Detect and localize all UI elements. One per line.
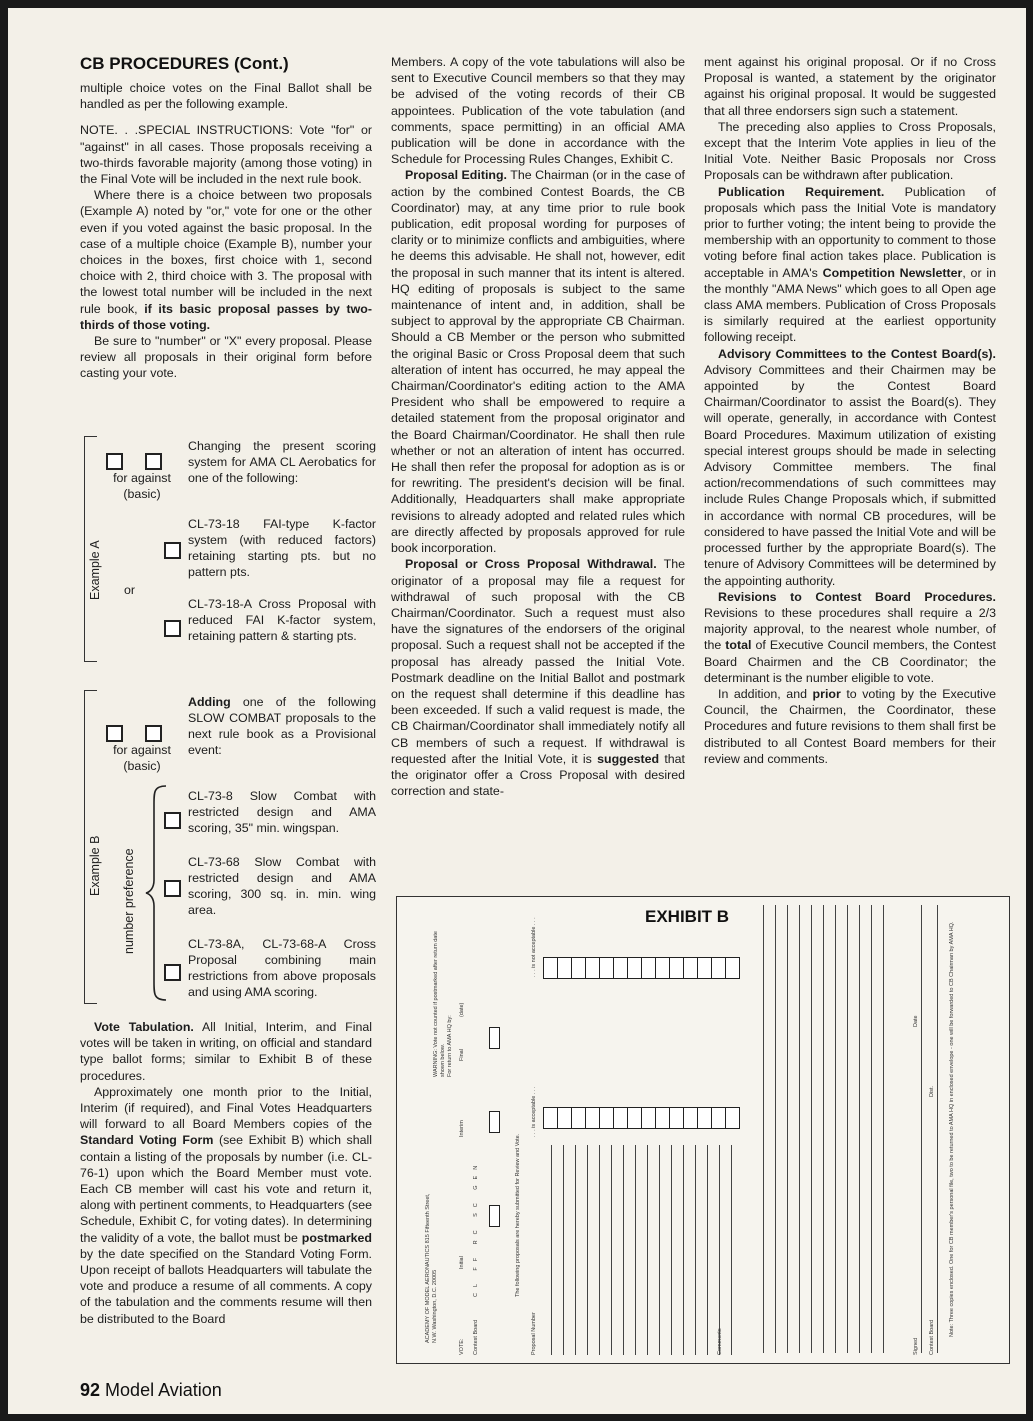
proposal-box[interactable] xyxy=(557,1107,572,1129)
proposal-box[interactable] xyxy=(725,1107,740,1129)
column-1-bottom xyxy=(80,1019,372,1327)
magazine-name: Model Aviation xyxy=(105,1380,222,1400)
proposal-editing-paragraph: Proposal Editing. The Chairman (or in the case of action by the combined Contest Boards, the CB Coordinator) may, at any time prior to rule book publication, edit proposal wording for purposes of clarity or to minimize conflicts and ambiguities, where he deems this advisable. He shall not, however, edit the proposal in such manner that its intent is altered. HQ editing of proposals is subject to the same maintenance of intent and, in addition, shall be subject to approval by the appropriate CB Chairman. Should a CB Member or the person who submitted the original Basic or Cross Proposal deem that such alteration of intent has occurred, he may appeal the Chairman/Coordinator's editing action to the AMA President who shall be empowered to require a detailed statement from the proposal originator and the Board Chairman/Coordinator. He shall then rule whether or not an alteration of intent has occurred. He shall then refer the proposal for adoption as is or for rewriting. The president's decision will be final. Additionally, Headquarters shall make appropriate revisions to already adopted and related rules which are directly affected by proposals approved for rule book incorporation. xyxy=(391,168,685,556)
ama-address: ACADEMY OF MODEL AERONAUTICS 815 Fifteenth Street, N.W. Washington, D.C. 20005 xyxy=(425,1193,438,1343)
example-b-intro: Adding one of the following SLOW COMBAT proposals to the next rule book as a Provisional event: xyxy=(188,695,376,757)
for-checkbox[interactable] xyxy=(106,453,123,470)
col1-note: NOTE. . .SPECIAL INSTRUCTIONS: Vote "for" or "against" in all cases. Those proposals receiving a two-thirds favorable majority (among those voting) in the Final Vote will be included in the next rule book. xyxy=(80,123,372,187)
proposal-box[interactable] xyxy=(627,957,642,979)
vote-tabulation-paragraph: Vote Tabulation. All Initial, Interim, and Final votes will be taken in writing, on official and standard type ballot forms; similar to Exhibit B of these procedures. xyxy=(80,1020,372,1083)
proposal-box[interactable] xyxy=(585,957,600,979)
revisions-paragraph: Revisions to Contest Board Procedures. Revisions to these procedures shall require a 2/3 majority approval, to the nearest whole number, of the total of Executive Council members, the Contest Board Chairmen and the CB Coordinator; the determinant is the number eligible to vote. xyxy=(704,589,996,685)
not-acceptable-label: . . . is not acceptable . . . xyxy=(531,917,537,977)
proposal-box[interactable] xyxy=(543,1107,558,1129)
proposal-box[interactable] xyxy=(655,1107,670,1129)
proposal-box[interactable] xyxy=(725,957,740,979)
section-heading: CB PROCEDURES (Cont.) xyxy=(80,54,289,73)
for-against-label: for against (basic) xyxy=(113,743,171,773)
advisory-committees-paragraph: Advisory Committees to the Contest Board(s). Advisory Committees and their Chairmen may be appointed by the Contest Board Chairman/Coordinator to assist the Board(s). They will operate, generally, in accordance with Contest Board Procedures. Maximum utilization of existing special interest groups should be made in selecting Advisory Committee members. The final action/recommendations of such committees may include Rules Change Proposals which, if submitted in accordance with normal CB procedures, will be considered to have passed the Initial Vote and will be processed further by the appropriate Board(s). The tenure of Advisory Committees will be determined by the appointing authority. xyxy=(704,346,996,588)
acceptable-boxes xyxy=(543,1107,739,1129)
acceptable-label: . . . is acceptable . . . xyxy=(531,1086,537,1137)
example-a-label: Example A xyxy=(88,540,102,600)
col1-paragraph-1: multiple choice votes on the Final Ballot shall be handled as per the following example. xyxy=(80,81,372,112)
dist-label: Dist. xyxy=(929,1086,935,1097)
column-2 xyxy=(391,54,685,799)
proposal-box[interactable] xyxy=(697,1107,712,1129)
magazine-page xyxy=(8,8,1026,1414)
col3-last-paragraph: In addition, and prior to voting by the Executive Council, the Chairmen, the Coordinator, these Procedures and future revisions to them shall first be distributed to all Contest Board members for their review and comments. xyxy=(704,686,997,766)
vote-label: VOTE: xyxy=(459,1338,465,1355)
date-label: (date) xyxy=(459,1002,465,1017)
category-labels: CL FF RC SC GEN xyxy=(473,1159,479,1297)
page-footer xyxy=(80,1380,222,1401)
proposal-box[interactable] xyxy=(697,957,712,979)
for-checkbox[interactable] xyxy=(106,725,123,742)
proposal-box[interactable] xyxy=(711,1107,726,1129)
column-3 xyxy=(704,54,996,767)
interim-checkbox[interactable] xyxy=(489,1111,500,1133)
warning-text: WARNING: Vote not counted if postmarked after return date shown below. xyxy=(433,931,446,1077)
preference-box[interactable] xyxy=(164,812,181,829)
proposal-withdrawal-paragraph: Proposal or Cross Proposal Withdrawal. The originator of a proposal may file a request for withdrawal of such proposal with the CB Chairman/Coordinator. Such a request must also have the signatures of the endorsers of the original proposal. Such a request shall not be accepted if the proposal has already passed the Initial Vote. Postmark deadline on the Initial Ballot and postmark on the request shall determine if this deadline has been exceeded. If such a valid request is made, the CB Chairman/Coordinator shall immediately notify all CB members of such a request. If withdrawal is requested after the Initial Vote, it is suggested that the originator offer a Cross Proposal with desired correction and state- xyxy=(391,557,685,799)
proposal-number-label: Proposal Number xyxy=(531,1312,537,1355)
col1-paragraph-voting-form: Approximately one month prior to the Initial, Interim (if required), and Final Votes Headquarters will forward to all Board Members copies of the Standard Voting Form (see Exhibit B) which shall contain a listing of the proposals by number (i.e. CL-76-1) upon which the Board Member must vote. Each CB member will cast his vote and return it, along with pertinent comments, to Headquarters (see Schedule, Exhibit C, for voting dates). In determining the validity of a vote, the ballot must be postmarked by the date specified on the Standard Voting Form. Upon receipt of ballots Headquarters will tabulate the vote and produce a resume of all comments. A copy of the tabulation and the comments resume will then be distributed to the Board xyxy=(80,1084,373,1326)
example-a-option-2: CL-73-18-A Cross Proposal with reduced FAI K-factor system, retaining pattern & starting pts. xyxy=(188,597,376,643)
proposal-box[interactable] xyxy=(613,957,628,979)
example-a-intro: Changing the present scoring system for AMA CL Aerobatics for one of the following: xyxy=(188,439,376,485)
preference-box[interactable] xyxy=(164,964,181,981)
example-b-option-3: CL-73-8A, CL-73-68-A Cross Proposal combining main restrictions from above proposals and using AMA scoring. xyxy=(188,937,376,999)
page-number: 92 xyxy=(80,1380,101,1400)
column-1-top xyxy=(80,80,372,382)
example-a-option-1: CL-73-18 FAI-type K-factor system (with reduced factors) retaining starting pts. but no pattern pts. xyxy=(188,517,376,579)
example-b-option-1: CL-73-8 Slow Combat with restricted design and AMA scoring, 35" min. wingspan. xyxy=(188,789,376,835)
or-label: or xyxy=(124,583,136,597)
against-checkbox[interactable] xyxy=(145,453,162,470)
proposal-box[interactable] xyxy=(613,1107,628,1129)
not-acceptable-boxes xyxy=(543,957,739,979)
col1-paragraph-4: Be sure to "number" or "X" every proposal. Please review all proposals in their original form before casting your vote. xyxy=(80,334,372,381)
against-checkbox[interactable] xyxy=(145,725,162,742)
for-against-label: for against (basic) xyxy=(113,471,171,501)
proposal-box[interactable] xyxy=(683,957,698,979)
example-b-label: Example B xyxy=(88,835,102,896)
proposal-box[interactable] xyxy=(683,1107,698,1129)
number-preference-label: number preference xyxy=(122,848,136,954)
initial-label: Initial xyxy=(459,1256,465,1269)
option-checkbox[interactable] xyxy=(164,542,181,559)
proposal-box[interactable] xyxy=(571,1107,586,1129)
proposal-box[interactable] xyxy=(557,957,572,979)
signed-label: Signed xyxy=(913,1337,919,1355)
proposal-box[interactable] xyxy=(711,957,726,979)
proposal-box[interactable] xyxy=(571,957,586,979)
option-checkbox[interactable] xyxy=(164,620,181,637)
submitted-text: The following proposals are hereby submitted for Review and Vote. xyxy=(515,1133,521,1297)
col1-paragraph-3: Where there is a choice between two proposals (Example A) noted by "or," vote for one or the other even if you voted against the basic proposal. In the case of a multiple choice (Example B), number your choices in the boxes, first choice with 1, second choice with 2, third choice with 3. The proposal with the lowest total number will be included in the next rule book, if its basic proposal passes by two-thirds of those voting. xyxy=(80,188,372,332)
return-to-label: For return to AMA HQ by: xyxy=(447,1015,453,1077)
final-label: Final xyxy=(459,1049,465,1061)
note-text: Note: Three copies enclosed. One for CB member's personal file, two to be returned to AMA HQ in enclosed envelope - one will be forwarded to CB Chairman by AMA HQ. xyxy=(949,921,955,1337)
example-a-basic-checkboxes xyxy=(106,452,162,470)
proposal-box[interactable] xyxy=(641,1107,656,1129)
example-b-basic-checkboxes xyxy=(106,724,162,742)
col3-paragraph-2: The preceding also applies to Cross Proposals, except that the Interim Vote applies in lieu of the Initial Vote. Neither Basic Proposals nor Cross Proposals can be withdrawn after publication. xyxy=(704,119,996,183)
contest-board-label: Contest Board xyxy=(473,1319,479,1355)
col3-paragraph-1: ment against his original proposal. Or if no Cross Proposal is wanted, a statement by the originator against his original proposal. It would be suggested that all three endorsers sign such a statement. xyxy=(704,55,996,118)
preference-box[interactable] xyxy=(164,880,181,897)
proposal-box[interactable] xyxy=(627,1107,642,1129)
proposal-box[interactable] xyxy=(599,1107,614,1129)
example-b-option-2: CL-73-68 Slow Combat with restricted design and AMA scoring, 300 sq. in. min. wing area. xyxy=(188,855,376,917)
proposal-box[interactable] xyxy=(599,957,614,979)
proposal-box[interactable] xyxy=(543,957,558,979)
proposal-box[interactable] xyxy=(641,957,656,979)
final-checkbox[interactable] xyxy=(489,1027,500,1049)
proposal-box[interactable] xyxy=(585,1107,600,1129)
exhibit-title: EXHIBIT B xyxy=(645,907,730,926)
publication-requirement-paragraph: Publication Requirement. Publication of proposals which pass the Initial Vote is mandatory prior to further voting; the intent being to provide the membership with an opportunity to comment to those voting before final action takes place. Publication is acceptable in AMA's Competition Newsletter, or in the monthly "AMA News" which goes to all Open age class AMA members. Publication of Cross Proposals is similarly required at the earliest opportunity following receipt. xyxy=(704,184,996,345)
date-field-label: Date xyxy=(913,1015,919,1027)
col2-paragraph-1: Members. A copy of the vote tabulations will also be sent to Executive Council members so that they may be advised of the voting records of their CB appointees. Publication of the vote tabulation (and comments, space permitting) in an official AMA publication will be done in accordance with the Schedule for Processing Rules Changes, Exhibit C. xyxy=(391,55,685,167)
proposal-box[interactable] xyxy=(669,1107,684,1129)
exhibit-b-form xyxy=(396,896,1010,1364)
comments-label: Comments xyxy=(717,1328,723,1355)
contest-board-field-label: Contest Board xyxy=(929,1319,935,1355)
proposal-box[interactable] xyxy=(669,957,684,979)
initial-checkbox[interactable] xyxy=(489,1205,500,1227)
proposal-box[interactable] xyxy=(655,957,670,979)
interim-label: Interim xyxy=(459,1120,465,1137)
